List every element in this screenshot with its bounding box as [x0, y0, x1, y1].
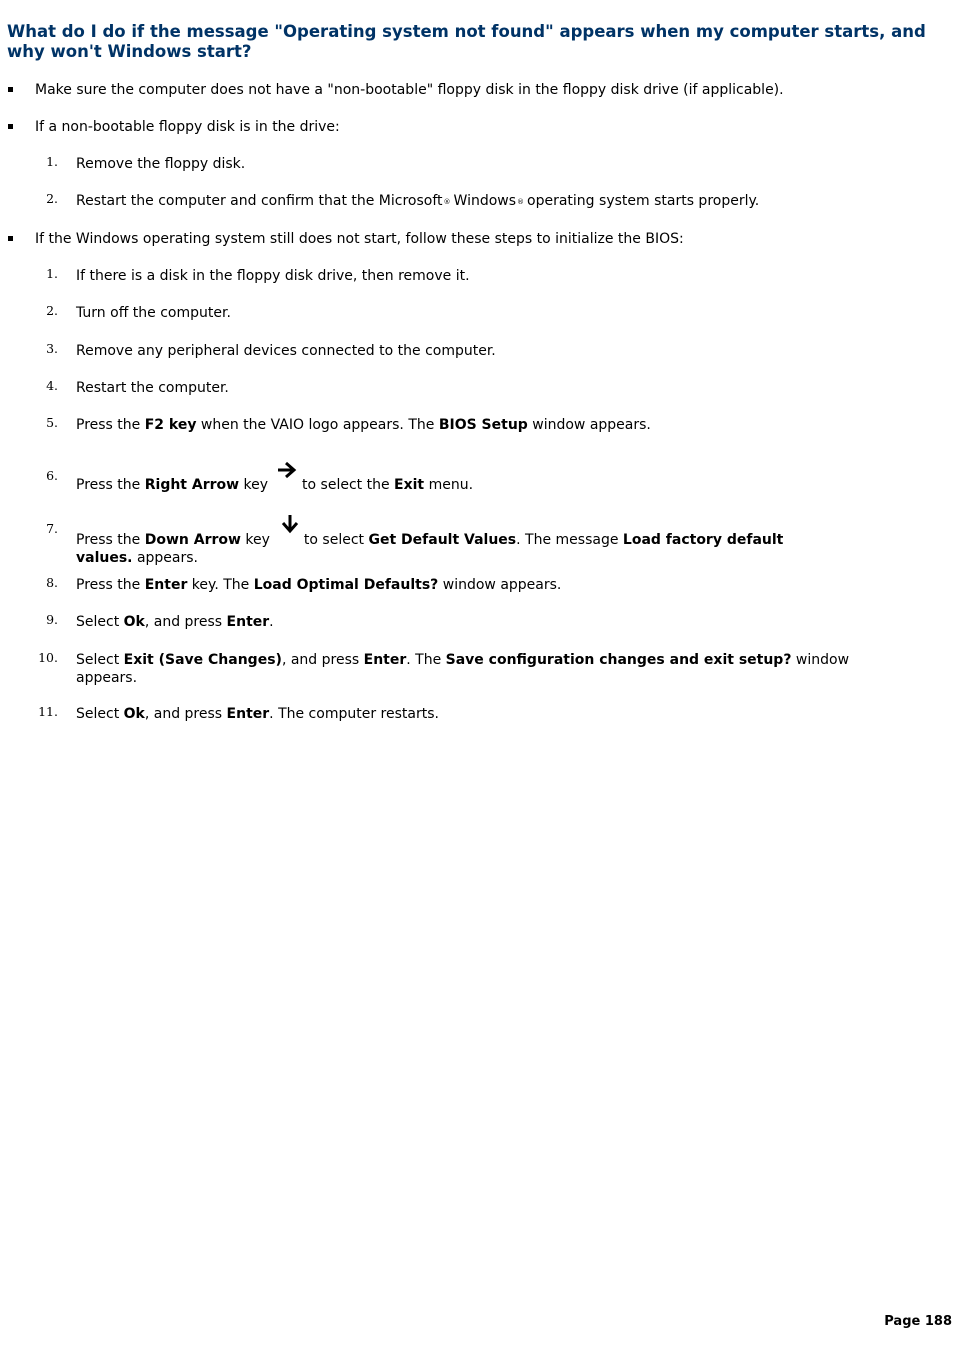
step-number: 5.: [46, 415, 58, 430]
step-number: 1.: [46, 266, 58, 281]
step-text: Turn off the computer.: [76, 305, 231, 321]
page-number: Page 188: [884, 1314, 952, 1329]
item-text: Make sure the computer does not have a "non-bootable" floppy disk in the floppy disk drive (if applicable).: [35, 82, 784, 98]
step-text: Press the Enter key. The Load Optimal Defaults? window appears.: [76, 577, 562, 593]
step-text: Restart the computer and confirm that the Microsoft® Windows® operating system starts properly.: [76, 193, 760, 209]
registered-mark: ®: [517, 198, 525, 206]
step-text: Restart the computer.: [76, 380, 229, 396]
step-text: Remove the floppy disk.: [76, 156, 246, 172]
step-number: 10.: [38, 650, 58, 665]
item-text: If a non-bootable floppy disk is in the drive:: [35, 119, 340, 135]
step-text: Select Ok, and press Enter. The computer restarts.: [76, 706, 439, 722]
down-arrow-icon: [280, 513, 300, 535]
step-number: 6.: [46, 468, 58, 483]
bullet-icon: [8, 124, 13, 129]
page-title: What do I do if the message "Operating system not found" appears when my computer starts, and why won't Windows start?: [7, 22, 926, 61]
step-number: 3.: [46, 341, 58, 356]
step-text: Press the F2 key when the VAIO logo appears. The BIOS Setup window appears.: [76, 417, 651, 433]
step-number: 9.: [46, 612, 58, 627]
step-number: 2.: [46, 191, 58, 206]
bullet-icon: [8, 87, 13, 92]
step-number: 8.: [46, 575, 58, 590]
step-text: Press the Right Arrow key to select the Exit menu.: [76, 469, 876, 494]
step-text: Select Ok, and press Enter.: [76, 614, 274, 630]
right-arrow-icon: [276, 460, 298, 480]
step-number: 7.: [46, 521, 58, 536]
item-text: If the Windows operating system still does not start, follow these steps to initialize the BIOS:: [35, 231, 684, 247]
step-number: 1.: [46, 154, 58, 169]
step-number: 2.: [46, 303, 58, 318]
step-text: Select Exit (Save Changes), and press Enter. The Save configuration changes and exit setup? window appears.: [76, 652, 850, 686]
step-number: 11.: [38, 704, 58, 719]
registered-mark: ®: [443, 198, 451, 206]
step-text: Press the Down Arrow key to select Get Default Values. The message Load factory default values. appears.: [76, 522, 876, 567]
step-text: If there is a disk in the floppy disk drive, then remove it.: [76, 268, 470, 284]
step-number: 4.: [46, 378, 58, 393]
bullet-icon: [8, 236, 13, 241]
step-text: Remove any peripheral devices connected to the computer.: [76, 343, 496, 359]
